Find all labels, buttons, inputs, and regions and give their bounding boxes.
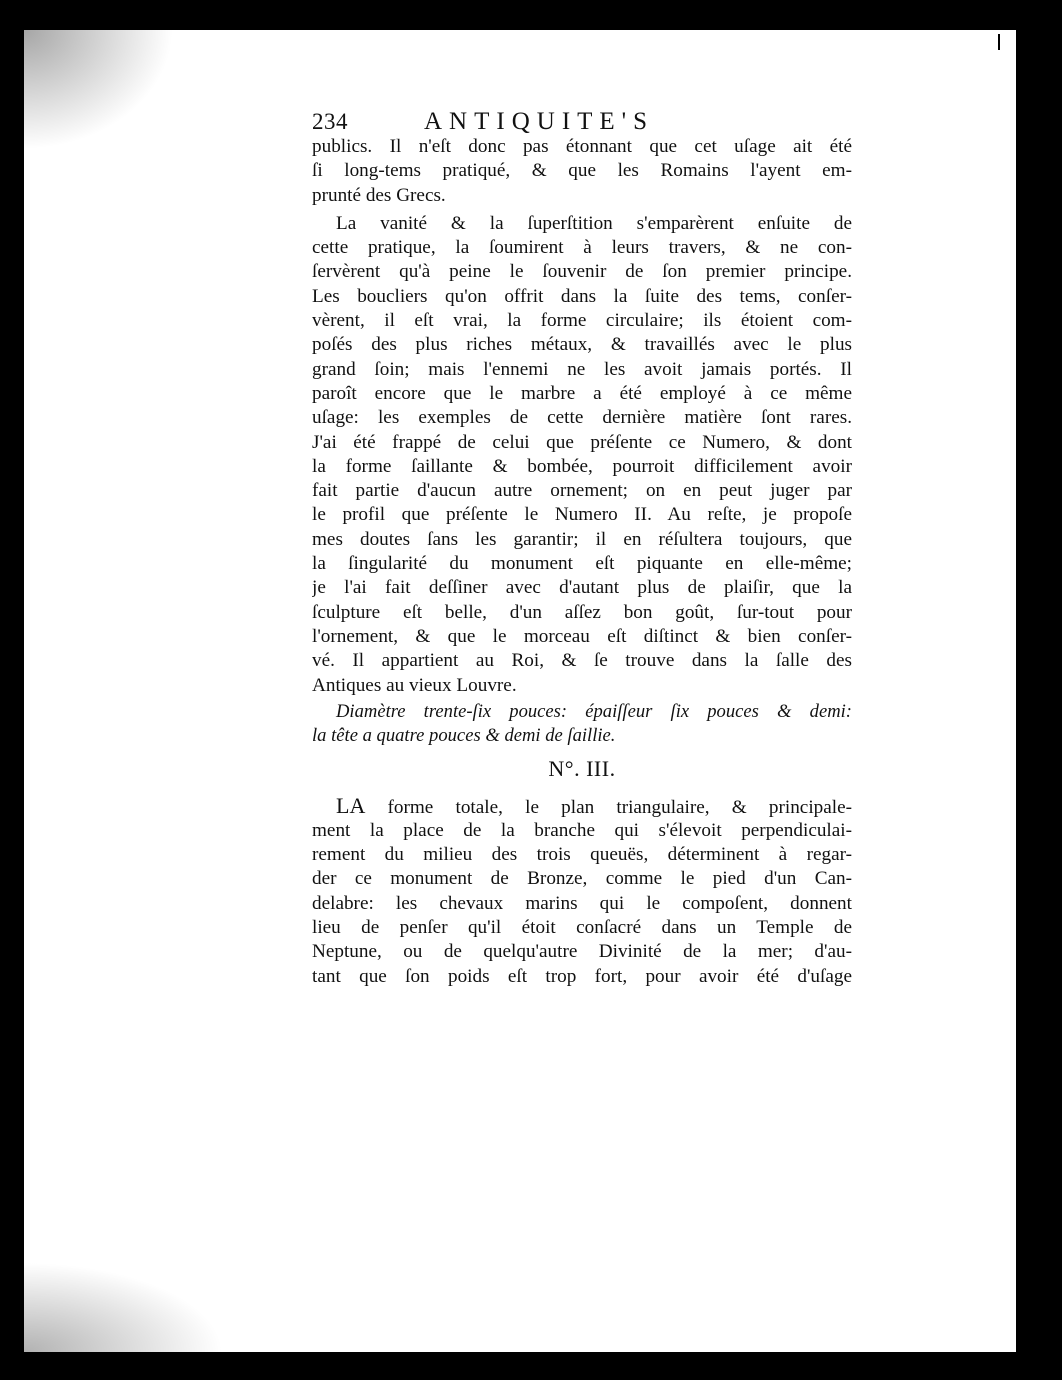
- scan-speckle-top: [24, 30, 174, 150]
- text-line: delabre: les chevaux marins qui le compoſent, donnent: [312, 892, 852, 914]
- dimensions-note: [312, 700, 852, 749]
- text-line: [312, 794, 852, 818]
- paragraph-1: [312, 135, 852, 208]
- text-line: der ce monument de Bronze, comme le pied d'un Can-: [312, 868, 852, 890]
- text-line: Neptune, ou de quelqu'autre Divinité de la mer; d'au-: [312, 941, 852, 963]
- section-heading: N°. III.: [548, 756, 616, 782]
- text-line: ment la place de la branche qui s'élevoit perpendiculai-: [312, 819, 852, 841]
- page-text-block: [312, 110, 852, 989]
- text-line: uſage: les exemples de cette dernière matière ſont rares.: [312, 407, 852, 429]
- text-line: rement du milieu des trois queuës, déterminent à regar-: [312, 844, 852, 866]
- text-line: le profil que préſente le Numero II. Au reſte, je propoſe: [312, 504, 852, 526]
- text-line: vé. Il appartient au Roi, & ſe trouve dans la ſalle des: [312, 650, 852, 672]
- running-head: [312, 110, 852, 138]
- paragraph-2: [312, 212, 852, 698]
- text-line-italic: Diamètre trente-ſix pouces: épaiſſeur ſix pouces & demi:: [336, 700, 852, 722]
- text-line: tant que ſon poids eſt trop fort, pour avoir été d'uſage: [312, 965, 852, 987]
- drop-cap: LA: [336, 794, 366, 819]
- text-line: poſés des plus riches métaux, & travaillés avec le plus: [312, 334, 852, 356]
- paragraph-3: [312, 794, 852, 988]
- text-line: la ſingularité du monument eſt piquante en elle-même;: [312, 553, 852, 575]
- text-line: Antiques au vieux Louvre.: [312, 674, 517, 696]
- text-line: ſi long-tems pratiqué, & que les Romains l'ayent em-: [312, 160, 852, 182]
- text-line: vèrent, il eſt vrai, la forme circulaire; ils étoient com-: [312, 310, 852, 332]
- text-line: prunté des Grecs.: [312, 184, 446, 206]
- text-line: je l'ai fait deſſiner avec d'autant plus de plaiſir, que la: [312, 577, 852, 599]
- text-line: fait partie d'aucun autre ornement; on en peut juger par: [312, 480, 852, 502]
- page-edge-mark: [998, 34, 1000, 50]
- text-line: La vanité & la ſuperſtition s'emparèrent enſuite de: [336, 212, 852, 234]
- text-line: cette pratique, la ſoumirent à leurs travers, & ne con-: [312, 237, 852, 259]
- page-number: 234: [312, 109, 348, 134]
- text-line: grand ſoin; mais l'ennemi ne les avoit jamais portés. Il: [312, 358, 852, 380]
- scan-speckle-bottom: [24, 1262, 224, 1352]
- text-line: J'ai été frappé de celui que préſente ce Numero, & dont: [312, 431, 852, 453]
- text-line: la forme ſaillante & bombée, pourroit difficilement avoir: [312, 455, 852, 477]
- text-line-italic: la tête a quatre pouces & demi de ſaillie.: [312, 725, 616, 747]
- text-line: ſculpture eſt belle, d'un aſſez bon goût, ſur-tout pour: [312, 601, 852, 623]
- text-line: mes doutes ſans les garantir; il en réſultera toujours, que: [312, 528, 852, 550]
- running-head-title: ANTIQUITE'S: [424, 108, 655, 135]
- text-line: l'ornement, & que le morceau eſt diſtinct & bien conſer-: [312, 625, 852, 647]
- text-line: lieu de penſer qu'il étoit conſacré dans un Temple de: [312, 916, 852, 938]
- text-line: publics. Il n'eſt donc pas étonnant que cet uſage ait été: [312, 136, 852, 157]
- text-line: paroît encore que le marbre a été employé à ce même: [312, 382, 852, 404]
- text-line: Les boucliers qu'on offrit dans la ſuite des tems, conſer-: [312, 285, 852, 307]
- text-run: forme totale, le plan triangulaire, & principale-: [365, 797, 852, 819]
- text-line: ſervèrent qu'à peine le ſouvenir de ſon premier principe.: [312, 261, 852, 283]
